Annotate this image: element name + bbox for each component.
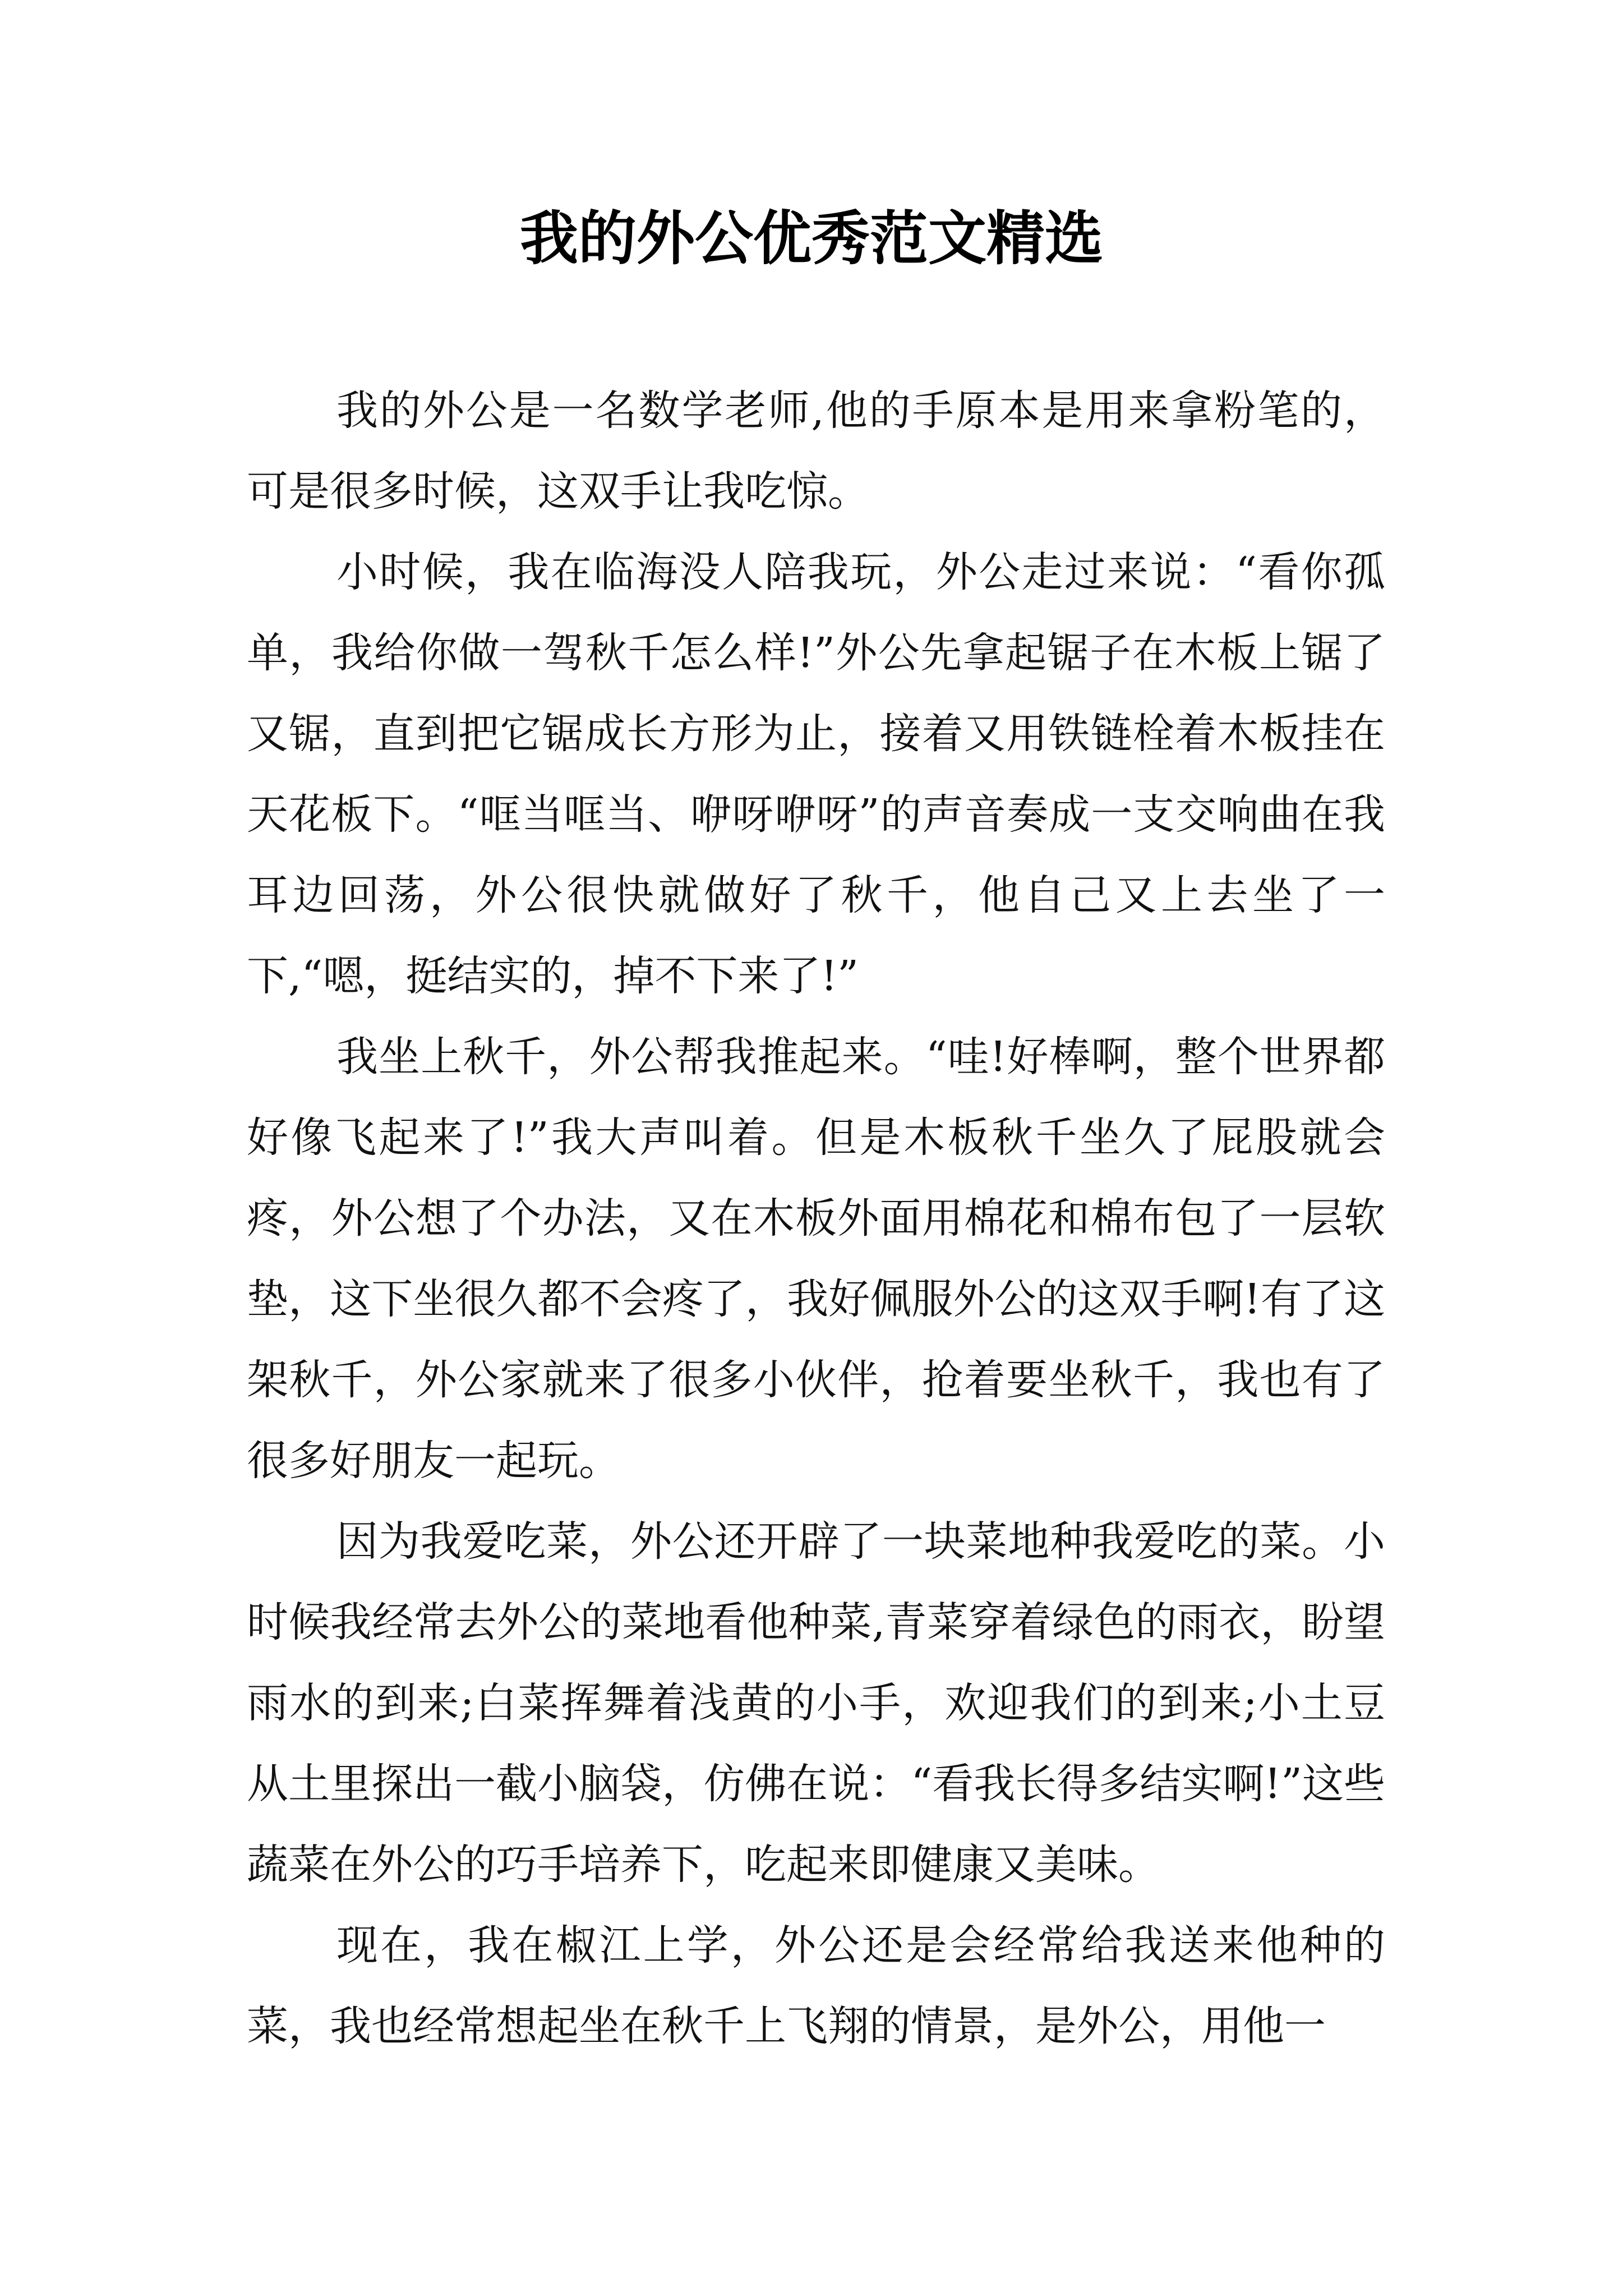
paragraph-2: 小时候，我在临海没人陪我玩，外公走过来说：“看你孤单，我给你做一驾秋千怎么样!”外公先拿起锯子在木板上锯了又锯，直到把它锯成长方形为止，接着又用铁链栓着木板挂在天花板下。“哐当哐当、咿呀咿呀”的声音奏成一支交响曲在我耳边回荡，外公很快就做好了秋千，他自己又上去坐了一下,“嗯，挺结实的，掉不下来了!” [247, 548, 1385, 1000]
paragraph-3: 我坐上秋千，外公帮我推起来。“哇!好棒啊，整个世界都好像飞起来了!”我大声叫着。但是木板秋千坐久了屁股就会疼，外公想了个办法，又在木板外面用棉花和棉布包了一层软垫，这下坐很久都不会疼了，我好佩服外公的这双手啊!有了这架秋千，外公家就来了很多小伙伴，抢着要坐秋千，我也有了很多好朋友一起玩。 [247, 1033, 1385, 1485]
document-body [247, 370, 1385, 2067]
paragraph-1: 我的外公是一名数学老师,他的手原本是用来拿粉笔的，可是很多时候，这双手让我吃惊。 [247, 386, 1385, 516]
document-title: 我的外公优秀范文精选 [519, 204, 1103, 273]
paragraph-4: 因为我爱吃菜，外公还开辟了一块菜地种我爱吃的菜。小时候我经常去外公的菜地看他种菜,青菜穿着绿色的雨衣，盼望雨水的到来;白菜挥舞着浅黄的小手，欢迎我们的到来;小土豆从土里探出一截小脑袋，仿佛在说：“看我长得多结实啊!”这些蔬菜在外公的巧手培养下，吃起来即健康又美味。 [247, 1517, 1385, 1889]
paragraph-5: 现在，我在椒江上学，外公还是会经常给我送来他种的菜，我也经常想起坐在秋千上飞翔的情景，是外公，用他一 [247, 1921, 1385, 2050]
